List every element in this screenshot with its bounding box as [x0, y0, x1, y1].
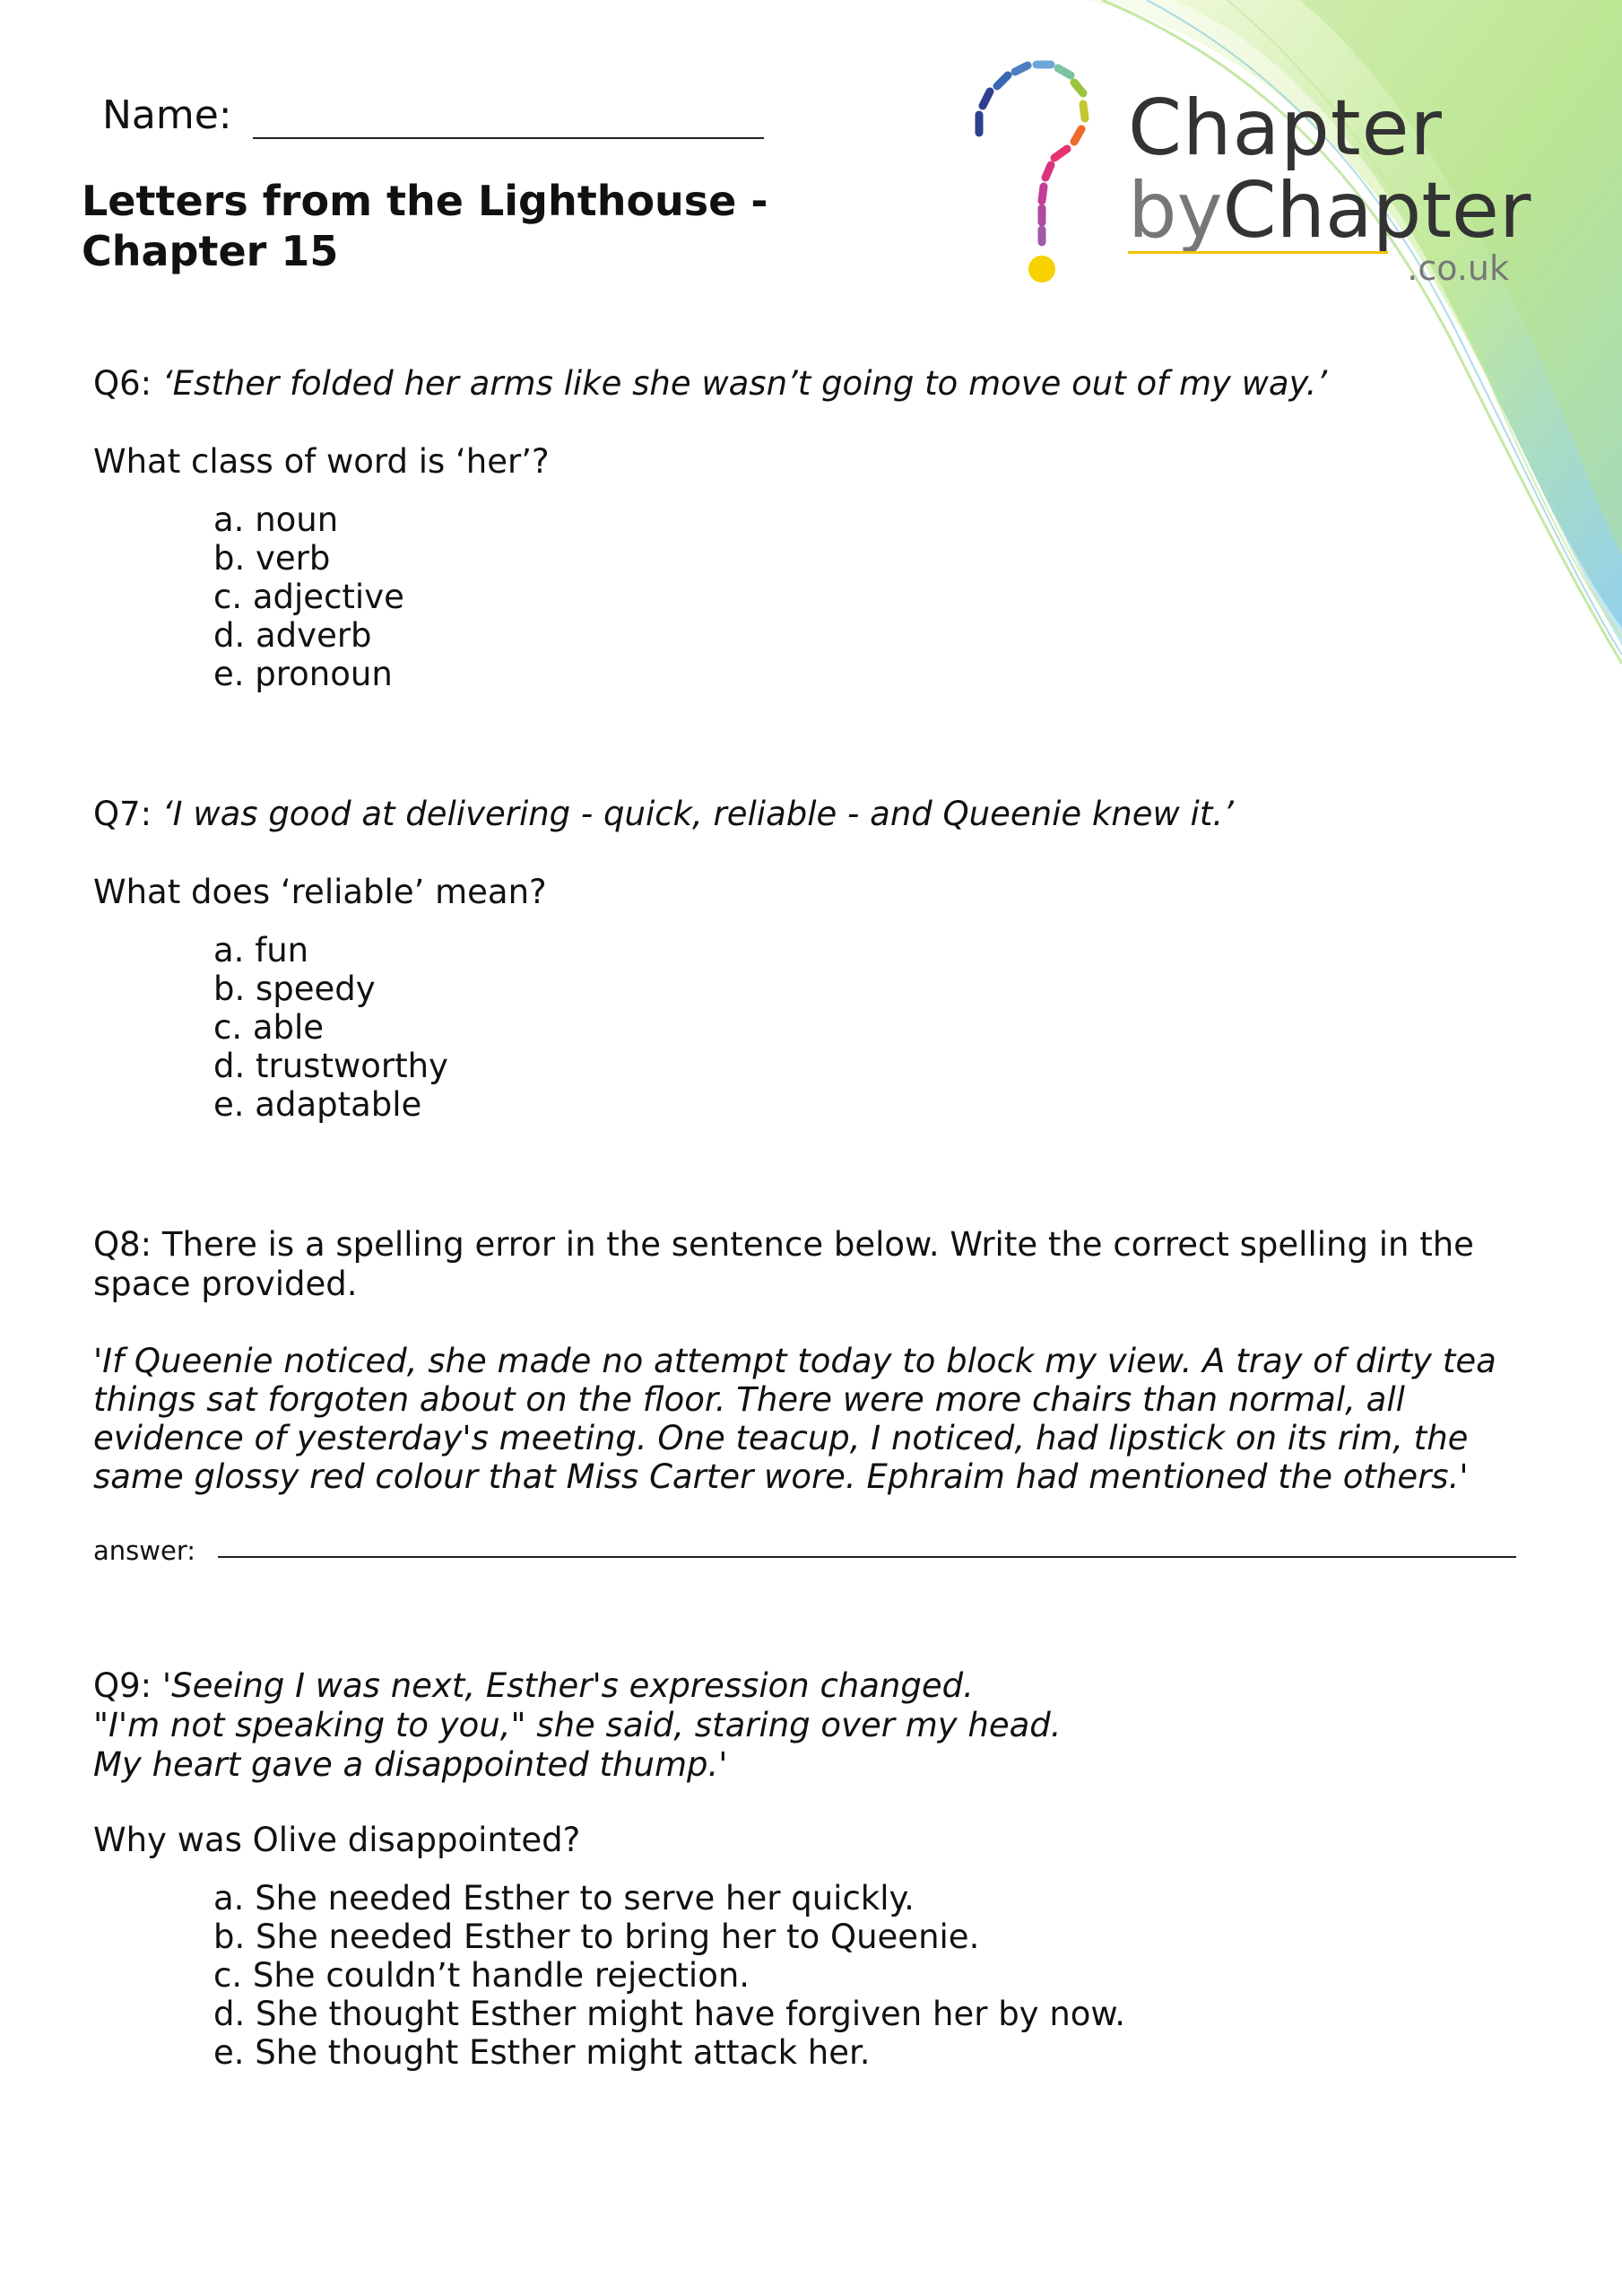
passage-line: 'If Queenie noticed, she made no attempt today to block my view. A tray of dirty tea [93, 1342, 1496, 1380]
question-9 [93, 1666, 1062, 1785]
question-label: Q9: [93, 1666, 152, 1705]
passage-line: things sat forgoten about on the floor. There were more chairs than normal, all [93, 1380, 1405, 1419]
option-c[interactable]: c. able [213, 1008, 325, 1047]
question-label: Q6: [93, 364, 152, 403]
quote-line: My heart gave a disappointed thump.' [93, 1745, 728, 1784]
option-d[interactable]: d. She thought Esther might have forgiven her by now. [213, 1995, 1126, 2033]
option-e[interactable]: e. adaptable [213, 1085, 422, 1124]
question-quote: ‘Esther folded her arms like she wasn’t going to move out of my way.’ [161, 364, 1328, 403]
logo-dot [1028, 256, 1055, 283]
quote-line: "I'm not speaking to you," she said, staring over my head. [93, 1706, 1062, 1744]
option-b[interactable]: b. speedy [213, 970, 376, 1008]
question-quote: ‘I was good at delivering - quick, reliable - and Queenie knew it.’ [161, 795, 1234, 833]
question-label: Q7: [93, 795, 152, 833]
title-line-2: Chapter 15 [82, 227, 339, 275]
option-b[interactable]: b. She needed Esther to bring her to Queenie. [213, 1918, 980, 1956]
logo-line-2 [1128, 166, 1531, 256]
question-7 [93, 795, 1234, 834]
passage-line: same glossy red colour that Miss Carter wore. Ephraim had mentioned the others.' [93, 1457, 1469, 1496]
question-8 [93, 1225, 1474, 1304]
logo-line-1: Chapter [1128, 83, 1443, 173]
question-label: Q8: [93, 1225, 152, 1264]
name-field[interactable] [253, 137, 764, 139]
question-9-prompt: Why was Olive disappointed? [93, 1821, 581, 1859]
option-b[interactable]: b. verb [213, 539, 331, 578]
question-6-options [213, 500, 404, 693]
chapter-by-chapter-logo-text [1128, 83, 1531, 288]
option-e[interactable]: e. She thought Esther might attack her. [213, 2033, 871, 2072]
question-7-options [213, 931, 448, 1124]
answer-field[interactable] [218, 1556, 1516, 1558]
option-c[interactable]: c. adjective [213, 578, 404, 616]
logo-chapter-2: Chapter [1222, 166, 1531, 256]
question-6 [93, 364, 1327, 404]
option-d[interactable]: d. adverb [213, 616, 372, 655]
title-line-1: Letters from the Lighthouse - [82, 177, 768, 225]
option-e[interactable]: e. pronoun [213, 655, 393, 693]
worksheet-title [82, 176, 768, 276]
name-label: Name: [102, 92, 232, 138]
option-a[interactable]: a. She needed Esther to serve her quickly. [213, 1879, 915, 1918]
option-a[interactable]: a. fun [213, 931, 309, 970]
question-6-prompt: What class of word is ‘her’? [93, 442, 550, 481]
question-7-prompt: What does ‘reliable’ mean? [93, 873, 547, 911]
passage-line: evidence of yesterday's meeting. One teacup, I noticed, had lipstick on its rim, the [93, 1419, 1469, 1457]
answer-label: answer: [93, 1535, 196, 1566]
chapter-by-chapter-logo-icon [959, 54, 1121, 305]
option-c[interactable]: c. She couldn’t handle rejection. [213, 1956, 750, 1995]
question-8-text-line-2: space provided. [93, 1265, 358, 1303]
option-a[interactable]: a. noun [213, 500, 339, 539]
quote-line: 'Seeing I was next, Esther's expression changed. [161, 1666, 974, 1705]
question-9-options [213, 1879, 1125, 2072]
question-8-text-line-1: There is a spelling error in the sentence below. Write the correct spelling in the [161, 1225, 1474, 1264]
option-d[interactable]: d. trustworthy [213, 1047, 448, 1085]
question-8-passage [93, 1342, 1528, 1496]
logo-by: by [1128, 166, 1223, 256]
logo-domain: .co.uk [1407, 248, 1509, 288]
